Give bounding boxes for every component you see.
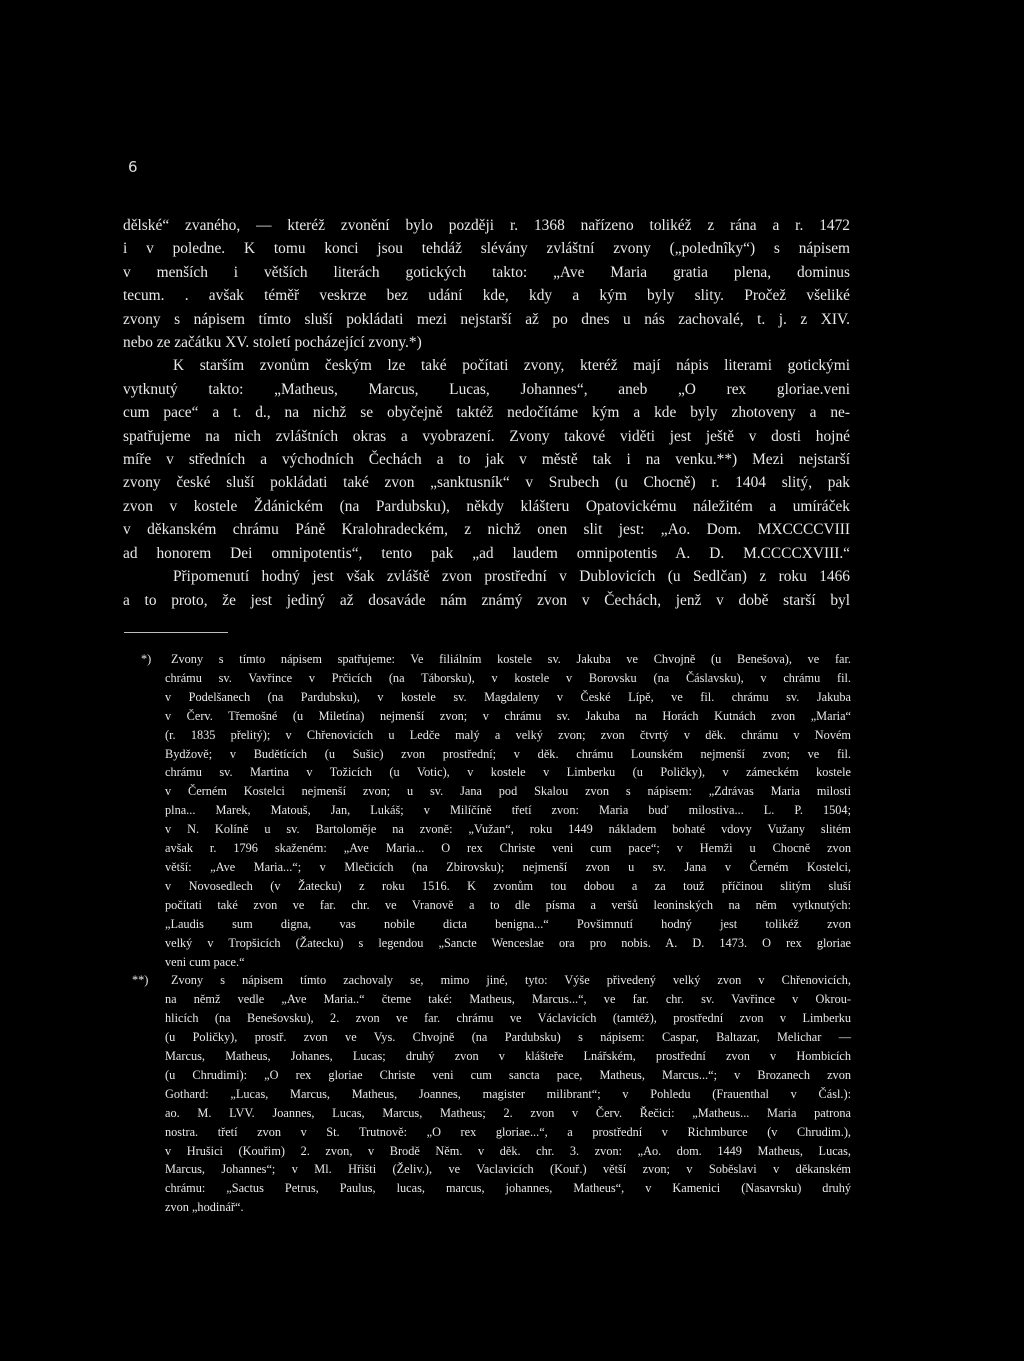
footnote-mark: *)	[141, 652, 152, 666]
footnote-line: chrámu sv. Martina v Tožicích (u Votic), v kostele v Limberku (u Poličky), v zámeckém kostele	[165, 765, 851, 780]
footnote-mark: **)	[132, 973, 149, 988]
footnote-line: Zvony s tímto nápisem spatřujeme: Ve filiálním kostele sv. Jakuba ve Chvojně (u Benešova), ve far.	[171, 652, 851, 666]
text-line: a to proto, že jest jediný až dosaváde nám známý zvon v Čechách, jenž v době starší byl	[123, 591, 850, 609]
footnote-line: v Novosedlech (v Žatecku) z roku 1516. K zvonům tou dobou a za touž příčinou slitým sluší	[165, 878, 851, 893]
footnote-line: nostra. třetí zvon v St. Trutnově: „O rex gloriae...“, a prostřední v Richmburce (v Chrudim.),	[165, 1124, 851, 1139]
footnote-line: Gothard: „Lucas, Marcus, Matheus, Joannes, magister milibrant“; v Pohledu (Frauenthal v Čásl.):	[165, 1086, 851, 1101]
text-line: K starším zvonům českým lze také počítati zvony, kteréž mají nápis literami gotickými	[173, 357, 850, 375]
footnote-line: v N. Kolíně u sv. Bartoloměje na zvoně: „Vužan“, roku 1449 nákladem bohaté vdovy Vužany slitém	[165, 822, 851, 837]
main-text	[123, 214, 850, 612]
text-line: Připomenutí hodný jest však zvláště zvon prostřední v Dublovicích (u Sedlčan) z roku 1466	[173, 568, 850, 586]
footnotes	[132, 650, 851, 1217]
footnote-line: hlicích (na Benešovsku), 2. zvon ve far. chrámu ve Václavicích (tamtéž), prostřední zvon v Limberku	[165, 1011, 851, 1026]
footnote-line: „Laudis sum digna, vas nobile dicta benigna...“ Povšimnutí hodný jest tolikéž zvon	[165, 916, 851, 931]
text-line: cum pace“ a t. d., na nichž se obyčejně taktéž nedočítáme kým a kde byly zhotoveny a ne-	[123, 404, 850, 422]
footnote-line: počítati také zvon ve far. chr. ve Vranově a to dle písma a veršů leoninských na něm vytknutých:	[165, 897, 851, 912]
text-line: v menších i větších literách gotických takto: „Ave Maria gratia plena, dominus	[123, 263, 850, 281]
footnote-2	[132, 971, 851, 1217]
footnote-line: Bydžově; v Budětících (u Sušic) zvon prostřední; v děk. chrámu Lounském nejmenší zvon; ve fil.	[165, 746, 851, 761]
footnote-line: (u Chrudimi): „O rex gloriae Christe veni cum sancta pace, Matheus, Marcus...“; v Brozanech zvon	[165, 1067, 851, 1082]
page-number: 6	[128, 158, 138, 176]
footnote-line: chrámu: „Sactus Petrus, Paulus, lucas, marcus, johannes, Matheus“, v Kamenici (Nasavrsku) druhý	[165, 1181, 851, 1196]
footnote-line: v Hrušici (Kouřim) 2. zvon, v Brodě Něm. v děk. chr. 3. zvon: „Ao. dom. 1449 Matheus, Lucas,	[165, 1143, 851, 1158]
footnote-line: ao. M. LVV. Joannes, Lucas, Marcus, Matheus; 2. zvon v Červ. Řečici: „Matheus... Maria patrona	[165, 1105, 851, 1120]
footnote-divider	[124, 632, 228, 633]
text-line: nebo ze začátku XV. století pocházející zvony.*)	[123, 334, 422, 352]
text-line: ad honorem Dei omnipotentis“, tento pak „ad laudem omnipotentis A. D. M.CCCCXVIII.“	[123, 544, 850, 562]
footnote-line: v Červ. Třemošné (u Miletína) nejmenší zvon; v chrámu sv. Jakuba na Horách Kutnách zvon „Maria“	[165, 708, 851, 723]
text-line: dělské“ zvaného, — kteréž zvonění bylo později r. 1368 nařízeno tolikéž z rána a r. 1472	[123, 217, 850, 234]
text-line: zvon v kostele Ždánickém (na Pardubsku), někdy klášteru Opatovickému náležitém a umíráček	[123, 497, 850, 515]
footnote-line: v Černém Kostelci nejmenší zvon; u sv. Jana pod Skalou zvon s nápisem: „Zdrávas Maria milosti	[165, 784, 851, 799]
footnote-line: velký v Tropšicích (Žatecku) s legendou „Sancte Wenceslae ora pro nobis. A. D. 1473. O rex gloriae	[165, 935, 851, 950]
footnote-line: plna... Marek, Matouš, Jan, Lukáš; v Milíčíně třetí zvon: Maria buď milostiva... L. P. 1504;	[165, 803, 851, 818]
text-line: zvony s nápisem tímto sluší pokládati mezi nejstarší až po dnes u nás zachovalé, t. j. z XIV.	[123, 310, 850, 328]
footnote-line: chrámu sv. Vavřince v Prčicích (na Táborsku), v kostele v Borovsku (na Čáslavsku), v chrámu fil.	[165, 670, 851, 685]
text-line: vytknutý takto: „Matheus, Marcus, Lucas, Johannes“, aneb „O rex gloriae.veni	[123, 380, 850, 398]
footnote-line: zvon „hodinář“.	[165, 1200, 244, 1215]
text-line: zvony české sluší pokládati také zvon „sanktusník“ v Srubech (u Chocně) r. 1404 slitý, pak	[123, 474, 850, 492]
footnote-line: na němž vedle „Ave Maria..“ čteme také: Matheus, Marcus...“, ve far. chr. sv. Vavřince v Okrou-	[165, 992, 851, 1007]
text-line: spatřujeme na nich zvláštních okras a vyobrazení. Zvony takové viděti jest ještě v dosti hojné	[123, 427, 850, 445]
text-line: míře v středních a východních Čechách a to jak v městě tak i na venku.**) Mezi nejstarší	[123, 451, 850, 469]
footnote-line: veni cum pace.“	[165, 954, 245, 969]
footnote-line: Marcus, Matheus, Johanes, Lucas; druhý zvon v klášteře Lnářském, prostřední zvon v Hombicích	[165, 1049, 851, 1064]
footnote-line: avšak r. 1796 skaženém: „Ave Maria... O rex Christe veni cum pace“; v Hemži u Chocně zvon	[165, 841, 851, 856]
footnote-line: Zvony s nápisem tímto zachovaly se, mimo jiné, tyto: Výše přivedený velký zvon v Chřenovicích,	[171, 973, 851, 988]
footnote-line: Marcus, Johannes“; v Ml. Hřišti (Želiv.), ve Vaclavicích (Kouř.) větší zvon; v Soběslavi v děkanském	[165, 1162, 851, 1177]
footnote-line: větší: „Ave Maria...“; v Mlečicích (na Zbirovsku); nejmenší zvon u sv. Jana v Černém Kostelci,	[165, 859, 851, 874]
footnote-line: (u Poličky), prostř. zvon ve Vys. Chvojně (na Pardubsku) s nápisem: Caspar, Baltazar, Melichar —	[165, 1030, 851, 1045]
footnote-line: v Podelšanech (na Pardubsku), v kostele sv. Magdaleny v České Lípě, ve fil. chrámu sv. Jakuba	[165, 689, 851, 704]
text-line: i v poledne. K tomu konci jsou tehdáž slévány zvláštní zvony („polednîky“) s nápisem	[123, 240, 850, 258]
text-line: tecum. . avšak téměř veskrze bez udání kde, kdy a kým byly slity. Pročež všeliké	[123, 287, 850, 305]
footnote-line: (r. 1835 přelitý); v Chřenovicích u Ledče malý a velký zvon; zvon čtvrtý v děk. chrámu v Novém	[165, 727, 851, 742]
text-line: v děkanském chrámu Páně Kralohradeckém, z nichž onen slit jest: „Ao. Dom. MXCCCCVIII	[123, 521, 850, 539]
footnote-1	[141, 650, 851, 971]
